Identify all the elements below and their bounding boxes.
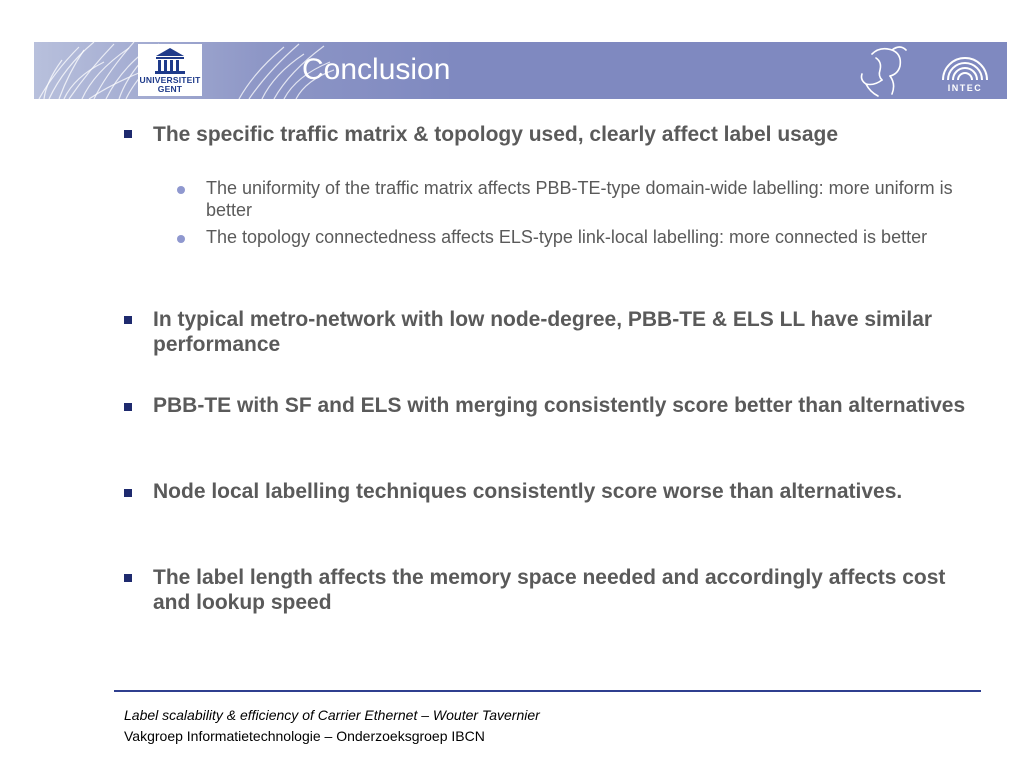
bullet-square-icon: [124, 489, 132, 497]
sub-bullet-dot-icon: [177, 235, 185, 243]
bullet-square-icon: [124, 130, 132, 138]
intec-arcs-icon: [938, 46, 992, 84]
bullet-1: The specific traffic matrix & topology used, clearly affect label usage: [153, 123, 839, 146]
bullet-3: PBB-TE with SF and ELS with merging consistently score better than alternatives: [153, 394, 966, 417]
ugent-line2: GENT: [157, 84, 183, 94]
sub-bullet-dot-icon: [177, 186, 185, 194]
bullet-2: In typical metro-network with low node-degree, PBB-TE & ELS LL have similar performance: [153, 308, 933, 356]
sub-bullet-1-1: The uniformity of the traffic matrix affects PBB-TE-type domain-wide labelling: more uniform is better: [206, 178, 953, 220]
bullet-square-icon: [124, 574, 132, 582]
ugent-line1: UNIVERSITEIT: [139, 75, 201, 85]
bullet-square-icon: [124, 316, 132, 324]
sub-bullet-1-2: The topology connectedness affects ELS-type link-local labelling: more connected is better: [206, 227, 928, 247]
footer-title: Label scalability & efficiency of Carrier Ethernet – Wouter Tavernier: [124, 707, 540, 723]
slide-title: Conclusion: [302, 53, 451, 86]
footer-divider: [114, 690, 981, 692]
university-building-icon: [138, 44, 202, 76]
intec-logo: [938, 46, 992, 96]
bullet-square-icon: [124, 403, 132, 411]
universiteit-gent-logo: [138, 44, 202, 96]
mascot-figure-icon: [852, 44, 914, 100]
bullet-5: The label length affects the memory space needed and accordingly affects cost and lookup speed: [153, 566, 946, 614]
footer-department: Vakgroep Informatietechnologie – Onderzoeksgroep IBCN: [124, 728, 485, 744]
bullet-4: Node local labelling techniques consistently score worse than alternatives.: [153, 480, 903, 503]
intec-text: INTEC: [947, 83, 983, 93]
